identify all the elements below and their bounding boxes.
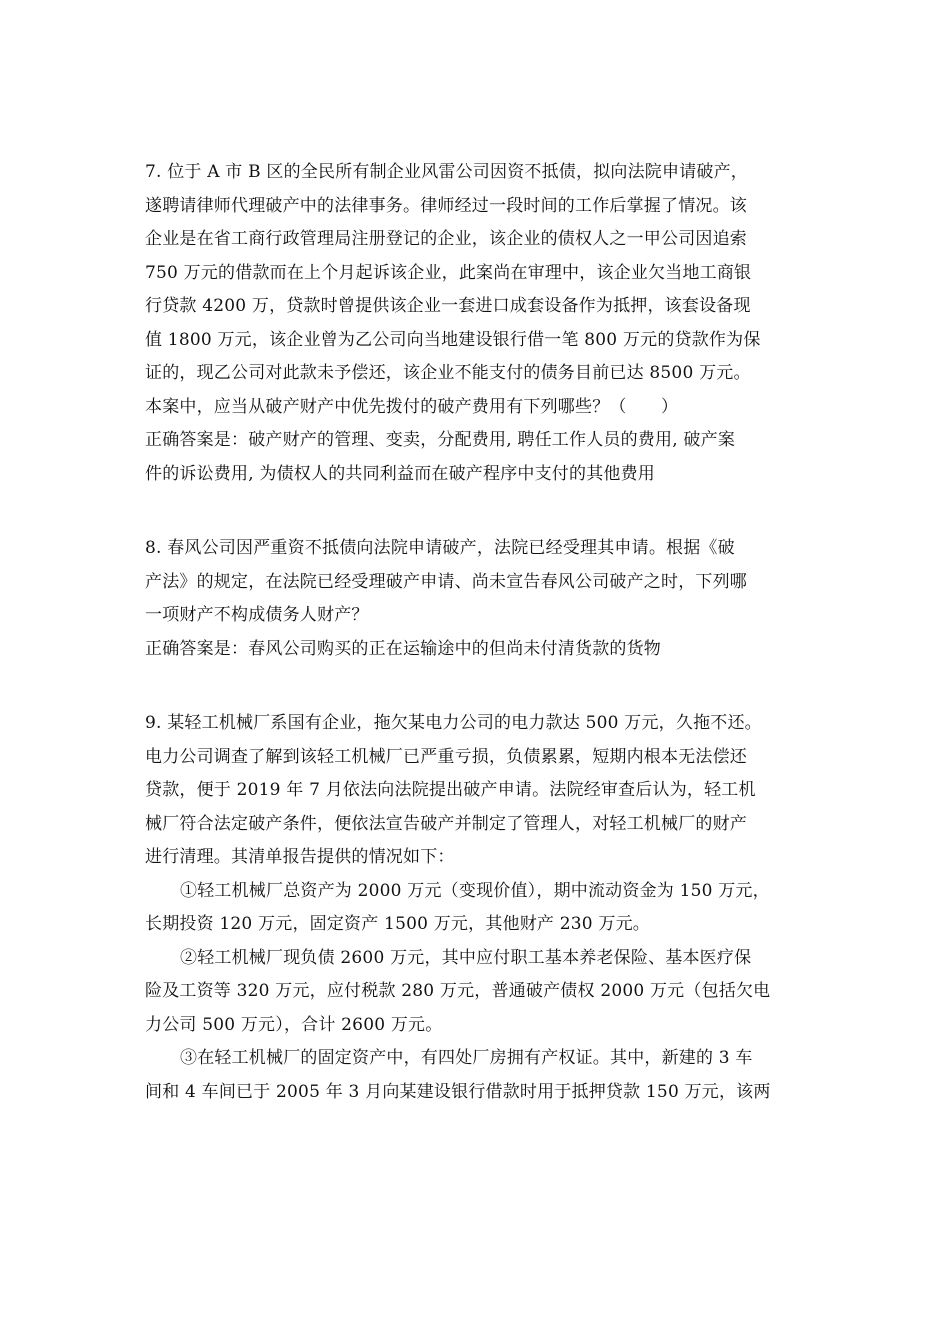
question-8-line: 8. 春风公司因严重资不抵债向法院申请破产，法院已经受理其申请。根据《破 bbox=[145, 538, 735, 558]
question-8-line: 产法》的规定，在法院已经受理破产申请、尚未宣告春风公司破产之时，下列哪 bbox=[145, 571, 747, 592]
answer-8-line: 正确答案是：春风公司购买的正在运输途中的但尚未付清货款的货物 bbox=[145, 638, 661, 659]
list-item-line: ①轻工机械厂总资产为 2000 万元（变现价值），期中流动资金为 150 万元， bbox=[180, 880, 770, 901]
question-7-line: 遂聘请律师代理破产中的法律事务。律师经过一段时间的工作后掌握了情况。该 bbox=[145, 195, 747, 216]
question-7-line: 750 万元的借款而在上个月起诉该企业，此案尚在审理中，该企业欠当地工商银 bbox=[145, 262, 752, 283]
question-7-line: 行贷款 4200 万，贷款时曾提供该企业一套进口成套设备作为抵押，该套设备现 bbox=[145, 296, 751, 316]
list-item-line: 长期投资 120 万元，固定资产 1500 万元，其他财产 230 万元。 bbox=[145, 914, 650, 934]
list-item-line: 间和 4 车间已于 2005 年 3 月向某建设银行借款时用于抵押贷款 150 万元，该两 bbox=[145, 1081, 771, 1102]
answer-7-line: 件的诉讼费用, 为债权人的共同利益而在破产程序中支付的其他费用 bbox=[145, 463, 656, 484]
answer-7-line: 正确答案是：破产财产的管理、变卖，分配费用, 聘任工作人员的费用, 破产案 bbox=[145, 430, 736, 450]
document-content bbox=[145, 156, 815, 1109]
question-9-line: 9. 某轻工机械厂系国有企业，拖欠某电力公司的电力款达 500 万元，久拖不还。 bbox=[145, 713, 762, 733]
question-9-line: 械厂符合法定破产条件，便依法宣告破产并制定了管理人，对轻工机械厂的财产 bbox=[145, 813, 747, 834]
paragraph-gap bbox=[145, 491, 815, 532]
list-item bbox=[145, 875, 815, 942]
question-7-line: 值 1800 万元，该企业曾为乙公司向当地建设银行借一笔 800 万元的贷款作为保 bbox=[145, 329, 761, 350]
list-item bbox=[145, 1042, 815, 1109]
question-7-line: 7. 位于 A 市 B 区的全民所有制企业风雷公司因资不抵债，拟向法院申请破产， bbox=[145, 162, 749, 182]
list-item-line: ③在轻工机械厂的固定资产中，有四处厂房拥有产权证。其中，新建的 3 车 bbox=[180, 1048, 753, 1068]
list-item-line: ②轻工机械厂现负债 2600 万元，其中应付职工基本养老保险、基本医疗保 bbox=[180, 947, 752, 968]
question-9-line: 进行清理。其清单报告提供的情况如下： bbox=[145, 847, 455, 867]
list-item-line: 险及工资等 320 万元，应付税款 280 万元，普通破产债权 2000 万元（包括欠电 bbox=[145, 981, 771, 1001]
question-8 bbox=[145, 532, 815, 666]
question-7 bbox=[145, 156, 815, 491]
question-8-line: 一项财产不构成债务人财产？ bbox=[145, 605, 369, 625]
question-7-line: 企业是在省工商行政管理局注册登记的企业，该企业的债权人之一甲公司因追索 bbox=[145, 229, 747, 249]
list-item bbox=[145, 942, 815, 1043]
question-9-line: 贷款，便于 2019 年 7 月依法向法院提出破产申请。法院经审查后认为，轻工机 bbox=[145, 780, 756, 800]
question-9 bbox=[145, 707, 815, 1109]
question-7-line: 本案中，应当从破产财产中优先拨付的破产费用有下列哪些？（ ） bbox=[145, 396, 679, 417]
paragraph-gap bbox=[145, 666, 815, 707]
question-9-line: 电力公司调查了解到该轻工机械厂已严重亏损，负债累累，短期内根本无法偿还 bbox=[145, 746, 747, 767]
list-item-line: 力公司 500 万元），合计 2600 万元。 bbox=[145, 1014, 443, 1035]
question-7-line: 证的，现乙公司对此款未予偿还，该企业不能支付的债务目前已达 8500 万元。 bbox=[145, 363, 751, 383]
